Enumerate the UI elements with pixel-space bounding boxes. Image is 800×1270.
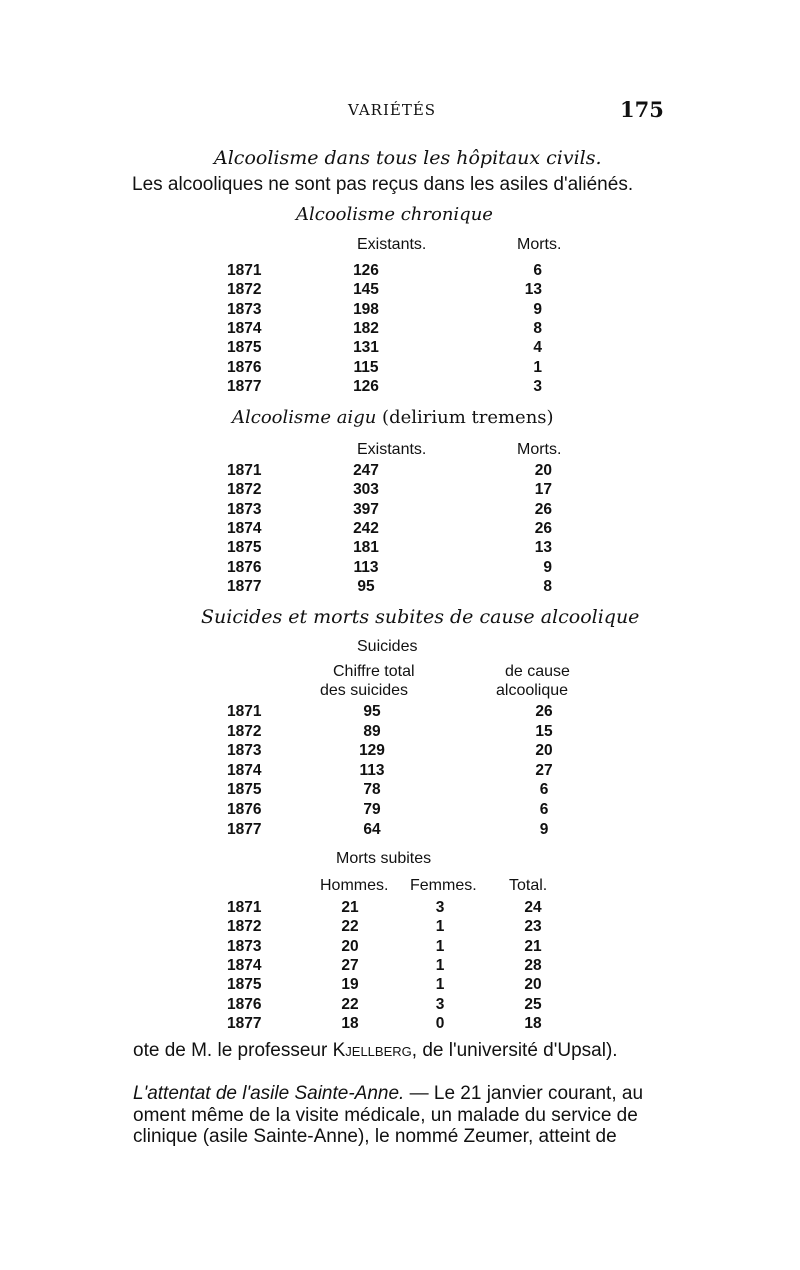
footnote-author: Kjellberg [332, 1040, 412, 1061]
suicides-cell-year: 1873 [227, 742, 262, 760]
chronic-cell-existants: 126 [353, 262, 379, 279]
acute-cell-morts: 20 [534, 462, 552, 479]
column-header-existants: Existants. [357, 236, 427, 253]
acute-cell-morts: 26 [534, 500, 552, 518]
suicides-cell-alcool: 6 [539, 781, 549, 799]
sudden-cell-total: 18 [524, 1014, 542, 1032]
sudden-cell-femmes: 1 [435, 937, 445, 955]
sudden-cell-year: 1875 [227, 976, 262, 994]
acute-cell-existants: 247 [353, 462, 379, 479]
sudden-deaths-header: Morts subites [336, 850, 432, 867]
sudden-cell-total: 25 [524, 995, 542, 1013]
column-header-hommes: Hommes. [320, 877, 389, 894]
acute-cell-existants: 303 [353, 481, 379, 499]
chronic-cell-morts: 3 [533, 377, 542, 395]
suicides-col-total-2: des suicides [320, 682, 409, 699]
suicides-cell-alcool: 26 [535, 703, 553, 720]
sudden-cell-year: 1872 [227, 918, 262, 936]
suicides-cell-alcool: 20 [535, 742, 553, 760]
table-title-chronic: Alcoolisme chronique [296, 204, 493, 225]
sudden-cell-femmes: 0 [435, 1014, 445, 1032]
suicides-cell-year: 1877 [227, 820, 262, 838]
suicides-cell-alcool: 6 [539, 801, 549, 818]
acute-cell-year: 1874 [227, 519, 262, 537]
suicides-cell-alcool: 9 [539, 820, 549, 838]
sudden-cell-hommes: 22 [341, 918, 359, 936]
article-line-3: clinique (asile Sainte-Anne), le nommé Zeumer, atteint de [133, 1126, 617, 1147]
acute-cell-morts: 26 [534, 519, 552, 537]
acute-title-plain: (delirium tremens) [382, 407, 554, 428]
sudden-cell-year: 1874 [227, 956, 262, 974]
column-header-femmes: Femmes. [410, 877, 477, 894]
chronic-cell-morts: 4 [533, 339, 542, 357]
article-title: L'attentat de l'asile Sainte-Anne. [133, 1083, 405, 1104]
sudden-cell-year: 1877 [227, 1014, 262, 1032]
acute-cell-existants: 113 [353, 558, 379, 576]
suicides-cell-year: 1872 [227, 722, 262, 740]
acute-cell-year: 1875 [227, 539, 262, 557]
sudden-cell-hommes: 22 [341, 995, 359, 1013]
suicides-col-total-1: Chiffre total [333, 663, 415, 680]
chronic-cell-morts: 1 [533, 358, 542, 376]
sudden-cell-total: 21 [524, 937, 542, 955]
acute-cell-morts: 9 [543, 558, 552, 576]
chronic-cell-year: 1871 [227, 262, 262, 279]
column-header-existants-acute: Existants. [357, 441, 427, 458]
footnote-prefix: ote de M. le professeur [133, 1040, 333, 1061]
chronic-cell-existants: 126 [353, 377, 379, 395]
section-title-suicides: Suicides et morts subites de cause alcoolique [201, 606, 640, 628]
footnote-suffix: , de l'université d'Upsal). [411, 1040, 618, 1061]
sudden-cell-hommes: 21 [341, 899, 359, 916]
sudden-cell-femmes: 3 [435, 899, 445, 916]
acute-cell-existants: 242 [353, 519, 379, 537]
acute-cell-morts: 17 [534, 481, 552, 499]
sudden-cell-femmes: 1 [435, 956, 445, 974]
acute-cell-year: 1873 [227, 500, 262, 518]
suicides-cell-year: 1875 [227, 781, 262, 799]
column-header-total: Total. [509, 877, 548, 894]
page-number: 175 [620, 97, 664, 122]
article-line-1-text: — Le 21 janvier courant, au [404, 1083, 644, 1104]
suicides-cell-total: 64 [363, 820, 381, 838]
suicides-col-alcohol-2: alcoolique [496, 682, 569, 699]
sudden-cell-hommes: 18 [341, 1014, 359, 1032]
sudden-cell-hommes: 19 [341, 976, 359, 994]
paragraph-asylums: Les alcooliques ne sont pas reçus dans les asiles d'aliénés. [132, 174, 634, 195]
chronic-cell-existants: 198 [353, 300, 379, 318]
acute-cell-year: 1876 [227, 558, 262, 576]
chronic-cell-year: 1874 [227, 319, 262, 337]
acute-cell-morts: 8 [543, 577, 552, 595]
sudden-cell-hommes: 27 [341, 956, 359, 974]
article-line-1 [133, 1083, 643, 1105]
suicides-group-header: Suicides [357, 638, 418, 655]
chronic-cell-morts: 8 [533, 319, 542, 337]
article-line-2: oment même de la visite médicale, un malade du service de [133, 1105, 638, 1126]
sudden-cell-year: 1871 [227, 899, 262, 916]
chronic-cell-morts: 9 [533, 300, 542, 318]
chronic-cell-existants: 182 [353, 319, 379, 337]
sudden-cell-total: 23 [524, 918, 542, 936]
suicides-cell-total: 89 [363, 722, 381, 740]
footnote-line [133, 1040, 618, 1062]
sudden-cell-femmes: 1 [435, 918, 445, 936]
suicides-cell-total: 129 [359, 742, 385, 760]
acute-title-italic: Alcoolisme aigu [232, 407, 377, 428]
sudden-cell-total: 28 [524, 956, 542, 974]
sudden-cell-total: 24 [524, 899, 542, 916]
acute-cell-year: 1877 [227, 577, 262, 595]
suicides-cell-year: 1876 [227, 801, 262, 818]
chronic-cell-year: 1873 [227, 300, 262, 318]
suicides-col-alcohol-1: de cause [505, 663, 570, 680]
chronic-cell-morts: 13 [524, 281, 542, 299]
suicides-cell-year: 1871 [227, 703, 262, 720]
acute-cell-existants: 95 [357, 577, 375, 595]
acute-cell-year: 1871 [227, 462, 262, 479]
section-title-1: Alcoolisme dans tous les hôpitaux civils. [214, 147, 602, 169]
chronic-cell-year: 1877 [227, 377, 262, 395]
sudden-cell-total: 20 [524, 976, 542, 994]
chronic-cell-existants: 115 [353, 358, 379, 376]
chronic-cell-existants: 131 [353, 339, 379, 357]
acute-cell-existants: 397 [353, 500, 379, 518]
chronic-cell-year: 1876 [227, 358, 262, 376]
acute-cell-existants: 181 [353, 539, 379, 557]
sudden-cell-year: 1876 [227, 995, 262, 1013]
chronic-cell-morts: 6 [533, 262, 542, 279]
suicides-cell-total: 78 [363, 781, 381, 799]
suicides-cell-year: 1874 [227, 761, 262, 779]
running-header: VARIÉTÉS [348, 101, 437, 119]
table-title-acute [232, 407, 554, 428]
sudden-cell-femmes: 3 [435, 995, 445, 1013]
column-header-morts: Morts. [517, 236, 562, 253]
suicides-cell-total: 113 [359, 761, 385, 779]
column-header-morts-acute: Morts. [517, 441, 562, 458]
acute-cell-year: 1872 [227, 481, 262, 499]
suicides-cell-alcool: 15 [535, 722, 553, 740]
sudden-cell-femmes: 1 [435, 976, 445, 994]
suicides-cell-total: 95 [363, 703, 381, 720]
chronic-cell-year: 1875 [227, 339, 262, 357]
chronic-cell-existants: 145 [353, 281, 379, 299]
chronic-cell-year: 1872 [227, 281, 262, 299]
suicides-cell-total: 79 [363, 801, 381, 818]
suicides-cell-alcool: 27 [535, 761, 553, 779]
sudden-cell-hommes: 20 [341, 937, 359, 955]
sudden-cell-year: 1873 [227, 937, 262, 955]
acute-cell-morts: 13 [534, 539, 552, 557]
